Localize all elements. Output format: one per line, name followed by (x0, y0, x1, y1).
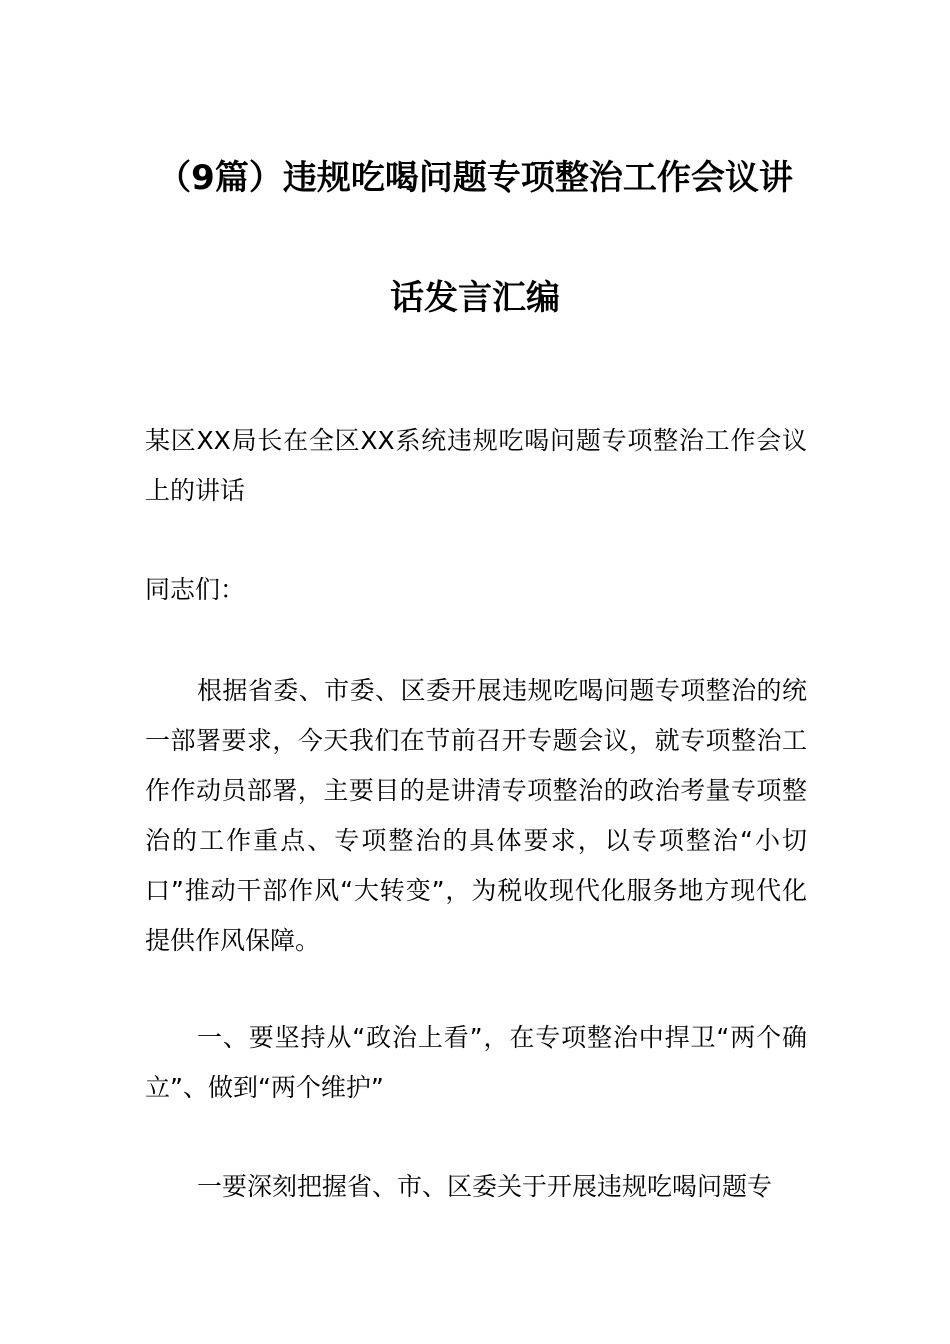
greeting: 同志们： (145, 575, 246, 604)
section-heading-1: 一、要坚持从“政治上看”，在专项整治中捍卫“两个确立”、做到“两个维护” (145, 1023, 807, 1102)
document-title-line-1: （9篇）违规吃喝问题专项整治工作会议讲 (157, 158, 793, 198)
speech-subtitle: 某区XX局长在全区XX系统违规吃喝问题专项整治工作会议上的讲话 (145, 426, 807, 505)
document-title-line-2: 话发言汇编 (390, 278, 560, 318)
body-paragraph-1: 根据省委、市委、区委开展违规吃喝问题专项整治的统一部署要求，今天我们在节前召开专题会议，就专项整治工作作动员部署，主要目的是讲清专项整治的政治考量专项整治的工作重点、专项整治的具体要求，以专项整治“小切口”推动干部作风“大转变”，为税收现代化服务地方现代化提供作风保障。 (145, 676, 807, 955)
body-paragraph-2: 一要深刻把握省、市、区委关于开展违规吃喝问题专 (197, 1172, 773, 1201)
